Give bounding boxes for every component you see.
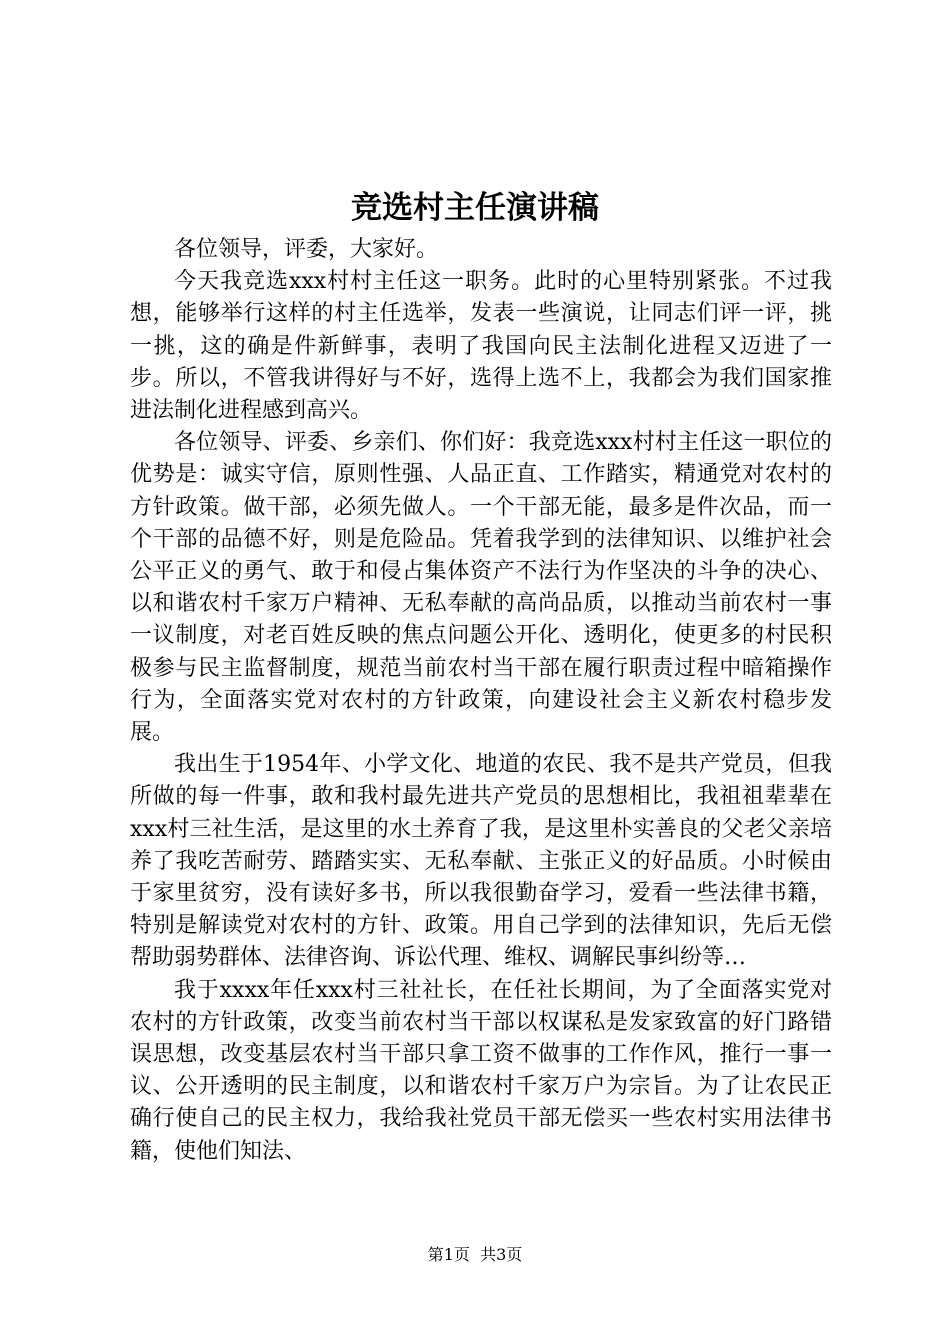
document-title: 竞选村主任演讲稿 — [351, 190, 599, 226]
paragraph-intro: 今天我竞选xxx村村主任这一职务。此时的心里特别紧张。不过我想，能够举行这样的村主任选举，发表一些演说，让同志们评一评，挑一挑，这的确是件新鲜事，表明了我国向民主法制化进程又迈进了一步。所以，不管我讲得好与不好，选得上选不上，我都会为我们国家推进法制化进程感到高兴。 — [130, 269, 832, 424]
page-footer — [0, 1244, 950, 1266]
paragraph-background: 我出生于1954年、小学文化、地道的农民、我不是共产党员，但我所做的每一件事，敢和我村最先进共产党员的思想相比，我祖祖辈辈在xxx村三社生活，是这里的水土养育了我，是这里朴实善良的父老父亲培养了我吃苦耐劳、踏踏实实、无私奉献、主张正义的好品质。小时候由于家里贫穷，没有读好多书，所以我很勤奋学习，爱看一些法律书籍，特别是解读党对农村的方针、政策。用自己学到的法律知识，先后无偿帮助弱势群体、法律咨询、诉讼代理、维权、调解民事纠纷等… — [130, 752, 832, 971]
document-body — [130, 234, 832, 1168]
paragraph-experience: 我于xxxx年任xxx村三社社长，在任社长期间，为了全面落实党对农村的方针政策，改变当前农村当干部以权谋私是发家致富的好门路错误思想，改变基层农村当干部只拿工资不做事的工作作风，推行一事一议、公开透明的民主制度，以和谐农村千家万户为宗旨。为了让农民正确行使自己的民主权力，我给我社党员干部无偿买一些农村实用法律书籍，使他们知法、 — [130, 977, 832, 1164]
paragraph-greeting: 各位领导，评委，大家好。 — [174, 237, 439, 262]
paragraph-advantages: 各位领导、评委、乡亲们、你们好：我竞选xxx村村主任这一职位的优势是：诚实守信，原则性强、人品正直、工作踏实，精通党对农村的方针政策。做干部，必须先做人。一个干部无能，最多是件次品，而一个干部的品德不好，则是危险品。凭着我学到的法律知识、以维护社会公平正义的勇气、敢于和侵占集体资产不法行为作坚决的斗争的决心、以和谐农村千家万户精神、无私奉献的高尚品质，以推动当前农村一事一议制度，对老百姓反映的焦点问题公开化、透明化，使更多的村民积极参与民主监督制度，规范当前农村当干部在履行职责过程中暗箱操作行为，全面落实党对农村的方针政策，向建设社会主义新农村稳步发展。 — [130, 430, 832, 746]
page-total: 共3页 — [480, 1245, 523, 1264]
page-number: 第1页 — [427, 1245, 470, 1264]
